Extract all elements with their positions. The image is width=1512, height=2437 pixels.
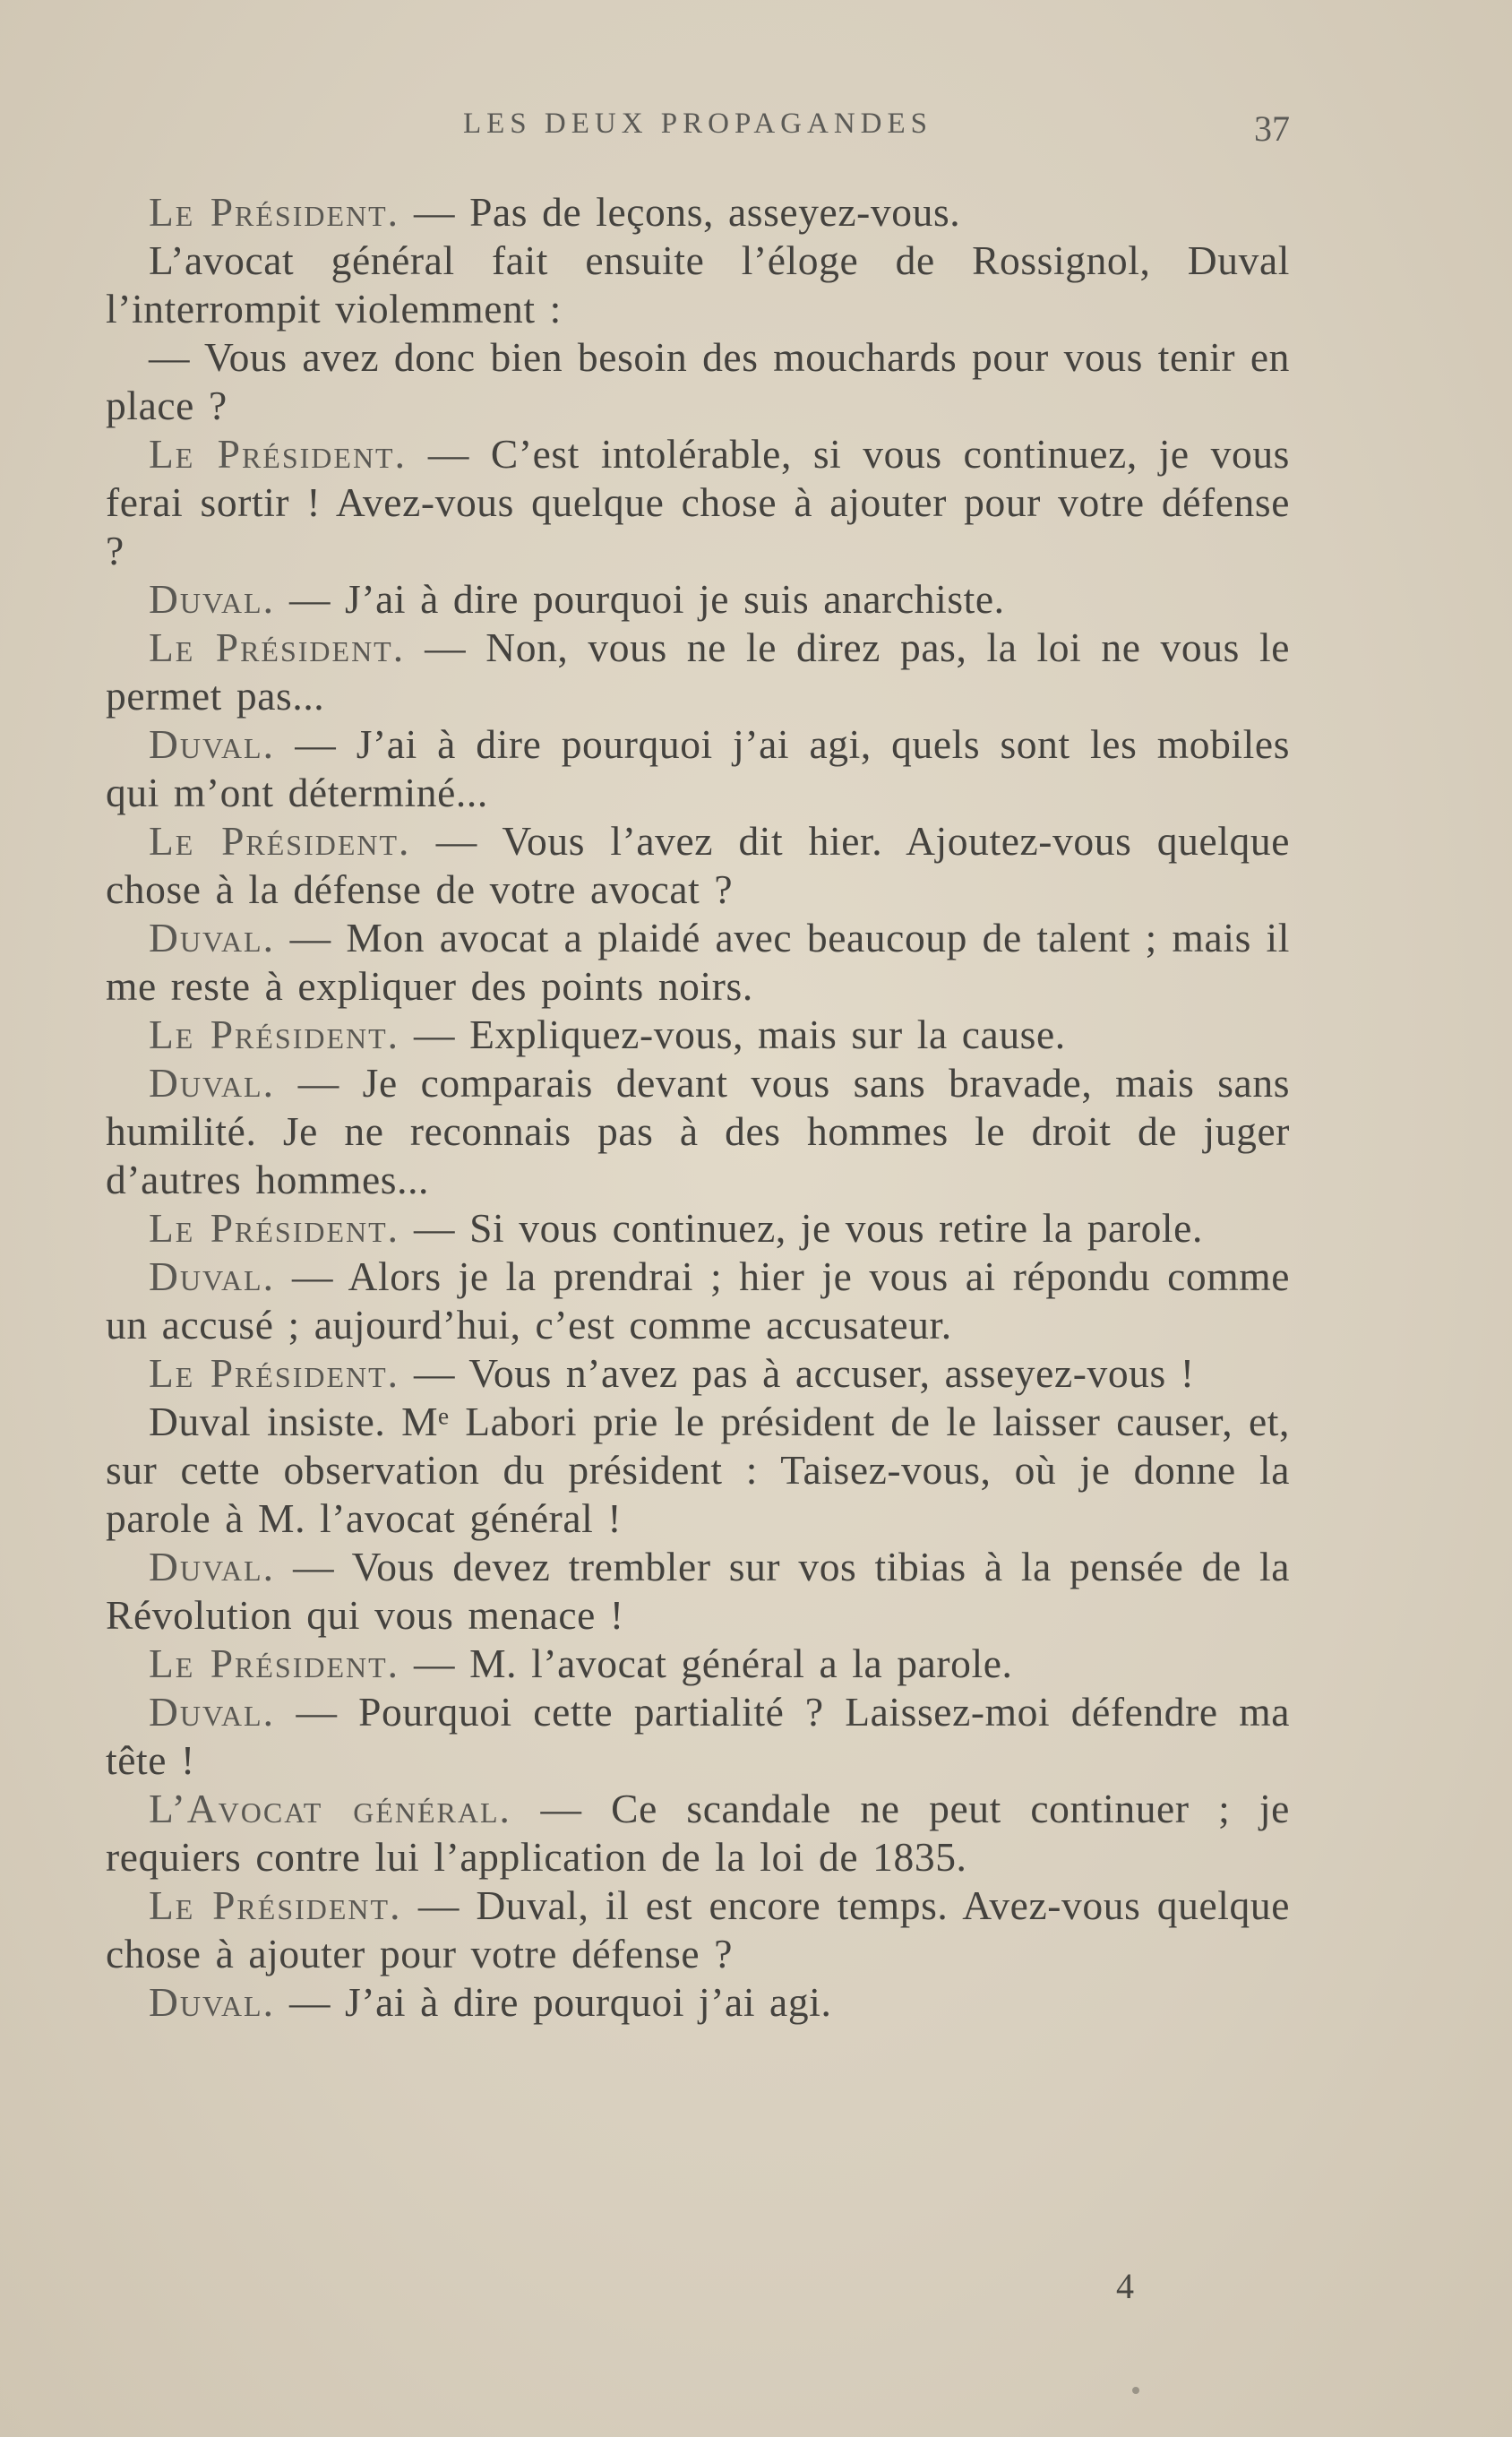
paragraph-text: L’avocat général fait ensuite l’éloge de Rossignol, Duval l’interrompit violemment : bbox=[106, 237, 1290, 332]
paragraph-text: — Vous l’avez dit hier. Ajoutez-vous quelque chose à la défense de votre avocat ? bbox=[106, 818, 1290, 912]
paragraph bbox=[106, 1253, 1290, 1349]
speaker-name: Le Président. bbox=[149, 818, 411, 864]
paragraph-text: — Vous n’avez pas à accuser, asseyez-vous ! bbox=[399, 1350, 1195, 1396]
paragraph bbox=[106, 430, 1290, 575]
running-title: LES DEUX PROPAGANDES bbox=[462, 108, 932, 140]
paragraph-text: — Pourquoi cette partialité ? Laissez-moi défendre ma tête ! bbox=[106, 1689, 1290, 1783]
speaker-name: Le Président. bbox=[149, 189, 400, 235]
paragraph bbox=[106, 1882, 1290, 1978]
paragraph-text: — J’ai à dire pourquoi j’ai agi, quels sont les mobiles qui m’ont déterminé... bbox=[106, 721, 1290, 815]
speaker-name: Duval. bbox=[149, 1060, 275, 1106]
paragraph bbox=[106, 1688, 1290, 1785]
paragraph bbox=[106, 1785, 1290, 1882]
paragraph-text: — Ce scandale ne peut continuer ; je requiers contre lui l’application de la loi de 1835. bbox=[106, 1786, 1290, 1880]
speaker-name: Duval. bbox=[149, 915, 275, 960]
paragraph-text: — C’est intolérable, si vous continuez, je vous ferai sortir ! Avez-vous quelque chose à ajouter pour votre défense ? bbox=[106, 431, 1290, 573]
speaker-name: Duval. bbox=[149, 1979, 275, 2025]
paragraph-text: — Pas de leçons, asseyez-vous. bbox=[399, 189, 961, 235]
paragraph-text: Duval insiste. Mᵉ Labori prie le président de le laisser causer, et, sur cette observation du président : Taisez-vous, où je donne la parole à M. l’avocat général ! bbox=[106, 1399, 1290, 1541]
speaker-name: Le Président. bbox=[149, 624, 406, 670]
paragraph bbox=[106, 914, 1290, 1011]
speaker-name: Le Président. bbox=[149, 1012, 400, 1057]
paragraph bbox=[106, 333, 1290, 430]
paragraph bbox=[106, 1978, 1290, 2027]
paragraph bbox=[106, 624, 1290, 720]
body-text bbox=[106, 188, 1290, 2027]
paragraph bbox=[106, 237, 1290, 333]
paragraph-text: — Non, vous ne le direz pas, la loi ne vous le permet pas... bbox=[106, 624, 1290, 719]
paragraph-text: — Expliquez-vous, mais sur la cause. bbox=[399, 1012, 1066, 1057]
paragraph bbox=[106, 188, 1290, 237]
paragraph bbox=[106, 720, 1290, 817]
paragraph bbox=[106, 1059, 1290, 1204]
paragraph bbox=[106, 1349, 1290, 1398]
speaker-name: Le Président. bbox=[149, 1205, 400, 1251]
speaker-name: Le Président. bbox=[149, 1882, 402, 1928]
speaker-name: Duval. bbox=[149, 721, 275, 767]
speaker-name: Le Président. bbox=[149, 1350, 400, 1396]
paragraph-text: — Je comparais devant vous sans bravade, mais sans humilité. Je ne reconnais pas à des hommes le droit de juger d’autres hommes... bbox=[106, 1060, 1290, 1202]
page-number: 37 bbox=[1254, 108, 1290, 149]
signature-mark: 4 bbox=[1116, 2266, 1134, 2306]
paper-speck bbox=[1132, 2387, 1139, 2394]
paragraph bbox=[106, 1204, 1290, 1253]
paragraph-text: — J’ai à dire pourquoi je suis anarchiste. bbox=[274, 576, 1005, 622]
speaker-name: Duval. bbox=[149, 1689, 275, 1735]
paragraph bbox=[106, 1543, 1290, 1640]
paragraph-text: — Duval, il est encore temps. Avez-vous quelque chose à ajouter pour votre défense ? bbox=[106, 1882, 1290, 1976]
running-header bbox=[106, 108, 1290, 152]
speaker-name: Le Président. bbox=[149, 1640, 400, 1686]
speaker-name: Duval. bbox=[149, 576, 275, 622]
speaker-name: Duval. bbox=[149, 1253, 275, 1299]
speaker-name: L’Avocat général. bbox=[149, 1786, 511, 1831]
paragraph bbox=[106, 817, 1290, 914]
paragraph-text: — J’ai à dire pourquoi j’ai agi. bbox=[274, 1979, 832, 2025]
paragraph-text: — Vous devez trembler sur vos tibias à la pensée de la Révolution qui vous menace ! bbox=[106, 1544, 1290, 1638]
paragraph-text: — Si vous continuez, je vous retire la parole. bbox=[399, 1205, 1203, 1251]
paragraph bbox=[106, 575, 1290, 624]
paragraph-text: — Vous avez donc bien besoin des mouchards pour vous tenir en place ? bbox=[106, 334, 1290, 428]
paragraph-text: — Mon avocat a plaidé avec beaucoup de talent ; mais il me reste à expliquer des points noirs. bbox=[106, 915, 1290, 1009]
speaker-name: Le Président. bbox=[149, 431, 407, 477]
paragraph-text: — M. l’avocat général a la parole. bbox=[399, 1640, 1013, 1686]
speaker-name: Duval. bbox=[149, 1544, 275, 1589]
paragraph bbox=[106, 1011, 1290, 1059]
paragraph bbox=[106, 1398, 1290, 1543]
paragraph-text: — Alors je la prendrai ; hier je vous ai répondu comme un accusé ; aujourd’hui, c’est comme accusateur. bbox=[106, 1253, 1290, 1348]
paragraph bbox=[106, 1640, 1290, 1688]
